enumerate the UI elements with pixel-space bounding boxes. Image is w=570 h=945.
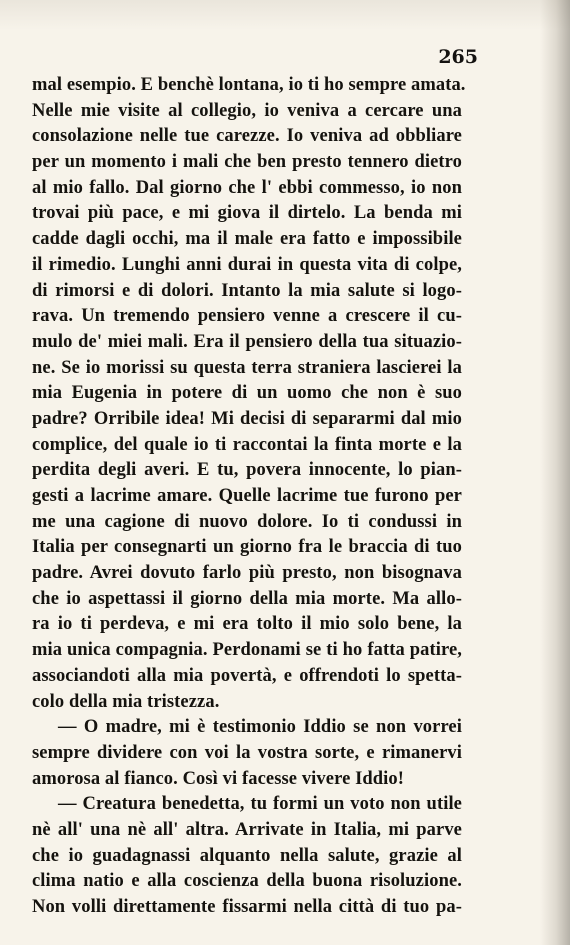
text-line: ne. Se io morissi su questa terra straniera lascierei la (32, 357, 462, 378)
text-line: cadde dagli occhi, ma il male era fatto e impossibile (32, 229, 462, 250)
text-line: il rimedio. Lunghi anni durai in questa vita di colpe, (32, 254, 462, 275)
dialogue-line: — O madre, mi è testimonio Iddio se non vorrei (58, 717, 462, 738)
text-line: amorosa al fianco. Così vi facesse vivere Iddio! (32, 768, 405, 789)
text-line: di rimorsi e di dolori. Intanto la mia salute si logo- (32, 280, 462, 301)
text-line: associandoti alla mia povertà, e offrendoti lo spetta- (32, 665, 462, 686)
text-line: padre. Avrei dovuto farlo più presto, non bisognava (32, 563, 462, 584)
text-line: padre? Orribile idea! Mi decisi di separarmi dal mio (32, 408, 462, 429)
page-number: 265 (438, 46, 478, 68)
text-line: ra io ti perdeva, e mi era tolto il mio solo bene, la (32, 614, 462, 635)
text-line: Non volli direttamente fissarmi nella città di tuo pa- (32, 897, 462, 917)
body-text (32, 73, 466, 921)
text-line: per un momento i mali che ben presto tennero dietro (32, 152, 462, 173)
text-line: mia unica compagnia. Perdonami se ti ho fatta patire, (32, 640, 462, 661)
text-line: clima natio e alla coscienza della buona risoluzione. (32, 871, 462, 892)
text-line: Nelle mie visite al collegio, io veniva a cercare una (32, 100, 462, 121)
text-line: consolazione nelle tue carezze. Io veniva ad obbliare (32, 126, 462, 147)
text-line: complice, del quale io ti raccontai la finta morte e la (32, 434, 462, 455)
text-line: mia Eugenia in potere di un uomo che non è suo (32, 383, 462, 404)
text-line: Italia per consegnarti un giorno fra le braccia di tuo (32, 537, 462, 558)
text-line: mal esempio. E benchè lontana, io ti ho sempre amata. (32, 75, 466, 95)
text-line: colo della mia tristezza. (32, 691, 220, 712)
text-line: perdita degli averi. E tu, povera innocente, lo pian- (32, 460, 462, 481)
text-line: gesti a lacrime amare. Quelle lacrime tue furono per (32, 486, 462, 506)
text-line: che io aspettassi il giorno della mia morte. Ma allo- (32, 588, 462, 609)
text-line: che io guadagnassi alquanto nella salute, grazie al (32, 845, 462, 866)
dialogue-line: — Creatura benedetta, tu formi un voto non utile (58, 794, 462, 815)
text-line: sempre dividere con voi la vostra sorte, e rimanervi (32, 742, 462, 763)
text-line: me una cagione di nuovo dolore. Io ti condussi in (32, 511, 462, 532)
text-line: al mio fallo. Dal giorno che l' ebbi commesso, io non (32, 177, 462, 198)
text-line: rava. Un tremendo pensiero venne a crescere il cu- (32, 306, 462, 327)
text-line: nè all' una nè all' altra. Arrivate in Italia, mi parve (32, 819, 462, 840)
text-line: trovai più pace, e mi giova il dirtelo. La benda mi (32, 203, 462, 224)
text-line: mulo de' miei mali. Era il pensiero della tua situazio- (32, 331, 462, 352)
